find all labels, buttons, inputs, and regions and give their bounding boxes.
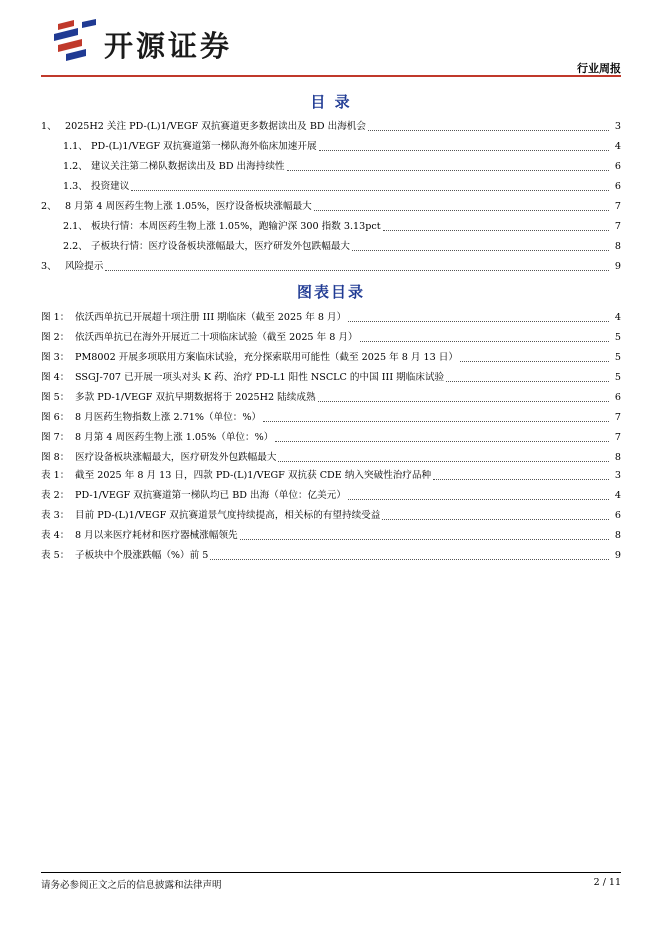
header-divider: [41, 75, 621, 77]
dot-leader: [275, 440, 609, 442]
page-indicator: 2 / 11: [593, 877, 621, 888]
figure-entry-title[interactable]: 8 月第 4 周医药生物上涨 1.05%（单位：%）: [75, 432, 274, 443]
page-header: [0, 0, 662, 80]
toc-entry-title[interactable]: 8 月第 4 周医药生物上涨 1.05%，医疗设备板块涨幅最大: [65, 201, 312, 212]
toc-entry-page[interactable]: 3: [614, 121, 621, 132]
figure-entry-title[interactable]: 多款 PD-1/VEGF 双抗早期数据将于 2025H2 陆续成熟: [75, 392, 316, 403]
toc-entry-page[interactable]: 8: [614, 241, 621, 252]
toc-entry[interactable]: [41, 197, 621, 217]
table-entry-number: 表 4：: [41, 530, 70, 541]
toc-entry-page[interactable]: 6: [614, 181, 621, 192]
table-entry-page[interactable]: 8: [614, 530, 621, 541]
table-entry-number: 表 5：: [41, 550, 70, 561]
dot-leader: [352, 249, 609, 251]
figure-entry-title[interactable]: 医疗设备板块涨幅最大，医疗研发外包跌幅最大: [75, 452, 277, 463]
toc-entry-number: 2.2、: [63, 241, 88, 252]
figure-entry[interactable]: [41, 348, 621, 368]
figure-entry-title[interactable]: 依沃西单抗已开展超十项注册 III 期临床（截至 2025 年 8 月）: [75, 312, 347, 323]
toc-entry-page[interactable]: 6: [614, 161, 621, 172]
table-entry-number: 表 2：: [41, 490, 70, 501]
dot-leader: [382, 518, 609, 520]
toc-entry-page[interactable]: 9: [614, 261, 621, 272]
toc-entry-number: 1.3、: [63, 181, 88, 192]
figure-entry-title[interactable]: 依沃西单抗已在海外开展近二十项临床试验（截至 2025 年 8 月）: [75, 332, 358, 343]
toc-entry-title[interactable]: 建议关注第二梯队数据读出及 BD 出海持续性: [91, 161, 285, 172]
figure-entry[interactable]: [41, 328, 621, 348]
table-entry-title[interactable]: 截至 2025 年 8 月 13 日，四款 PD-(L)1/VEGF 双抗获 CDE 纳入突破性治疗品种: [75, 470, 432, 481]
figure-entry[interactable]: [41, 448, 621, 468]
brand-name: 开源证券: [104, 29, 233, 63]
table-entry-page[interactable]: 6: [614, 510, 621, 521]
dot-leader: [278, 460, 609, 462]
figure-entry-number: 图 5：: [41, 392, 70, 403]
table-entry-number: 表 3：: [41, 510, 70, 521]
table-entry[interactable]: [41, 486, 621, 506]
dot-leader: [460, 360, 609, 362]
dot-leader: [287, 169, 609, 171]
figure-entry-number: 图 2：: [41, 332, 70, 343]
figure-entry[interactable]: [41, 428, 621, 448]
figure-entry-number: 图 7：: [41, 432, 70, 443]
toc-entry-number: 1、: [41, 121, 57, 132]
figure-entry-page[interactable]: 7: [614, 412, 621, 423]
table-entry-title[interactable]: 8 月以来医疗耗材和医疗器械涨幅领先: [75, 530, 238, 541]
figure-entry-page[interactable]: 4: [614, 312, 621, 323]
toc-entry-title[interactable]: PD-(L)1/VEGF 双抗赛道第一梯队海外临床加速开展: [91, 141, 317, 152]
dot-leader: [348, 498, 609, 500]
figure-entry-page[interactable]: 6: [614, 392, 621, 403]
toc-entry[interactable]: [41, 257, 621, 277]
toc-entry-title[interactable]: 2025H2 关注 PD-(L)1/VEGF 双抗赛道更多数据读出及 BD 出海机会: [65, 121, 366, 132]
dot-leader: [263, 420, 609, 422]
dot-leader: [446, 380, 609, 382]
toc-entry-number: 1.1、: [63, 141, 88, 152]
figure-entry-number: 图 8：: [41, 452, 70, 463]
figure-entry[interactable]: [41, 388, 621, 408]
kaiyuan-logo-icon: [52, 18, 98, 62]
toc-list: [41, 117, 621, 277]
figures-toc-list: [41, 308, 621, 468]
table-entry[interactable]: [41, 526, 621, 546]
dot-leader: [314, 209, 609, 211]
dot-leader: [131, 189, 609, 191]
figure-entry-title[interactable]: PM8002 开展多项联用方案临床试验，充分探索联用可能性（截至 2025 年 8 月 13 日）: [75, 352, 458, 363]
figure-entry-page[interactable]: 5: [614, 332, 621, 343]
figure-entry-page[interactable]: 5: [614, 352, 621, 363]
toc-entry-title[interactable]: 投资建议: [91, 181, 130, 192]
figure-entry[interactable]: [41, 368, 621, 388]
dot-leader: [360, 340, 609, 342]
figure-entry-number: 图 4：: [41, 372, 70, 383]
figure-entry-page[interactable]: 8: [614, 452, 621, 463]
dot-leader: [240, 538, 609, 540]
toc-entry-title[interactable]: 子板块行情：医疗设备板块涨幅最大，医疗研发外包跌幅最大: [91, 241, 351, 252]
toc-entry-number: 3、: [41, 261, 57, 272]
figure-entry-page[interactable]: 5: [614, 372, 621, 383]
figure-entry-number: 图 6：: [41, 412, 70, 423]
table-entry-title[interactable]: PD-1/VEGF 双抗赛道第一梯队均已 BD 出海（单位：亿美元）: [75, 490, 346, 501]
dot-leader: [433, 478, 609, 480]
table-entry-page[interactable]: 4: [614, 490, 621, 501]
toc-entry-page[interactable]: 7: [614, 201, 621, 212]
table-entry-number: 表 1：: [41, 470, 70, 481]
table-entry[interactable]: [41, 466, 621, 486]
toc-entry-page[interactable]: 4: [614, 141, 621, 152]
table-entry-page[interactable]: 9: [614, 550, 621, 561]
toc-entry-title[interactable]: 板块行情：本周医药生物上涨 1.05%，跑输沪深 300 指数 3.13pct: [91, 221, 381, 232]
figure-entry-number: 图 1：: [41, 312, 70, 323]
toc-entry[interactable]: [41, 117, 621, 137]
toc-entry-page[interactable]: 7: [614, 221, 621, 232]
table-entry-title[interactable]: 目前 PD-(L)1/VEGF 双抗赛道景气度持续提高，相关标的有望持续受益: [75, 510, 381, 521]
dot-leader: [105, 269, 609, 271]
figure-entry-page[interactable]: 7: [614, 432, 621, 443]
dot-leader: [348, 320, 609, 322]
table-entry[interactable]: [41, 506, 621, 526]
footer-disclaimer: 请务必参阅正文之后的信息披露和法律声明: [41, 880, 222, 891]
figure-entry-number: 图 3：: [41, 352, 70, 363]
dot-leader: [383, 229, 609, 231]
company-logo: [52, 18, 252, 62]
table-entry-page[interactable]: 3: [614, 470, 621, 481]
toc-entry-number: 1.2、: [63, 161, 88, 172]
report-type-label: 行业周报: [577, 62, 621, 75]
toc-entry-number: 2.1、: [63, 221, 88, 232]
toc-entry[interactable]: [41, 137, 621, 157]
dot-leader: [319, 149, 609, 151]
toc-entry[interactable]: [41, 217, 621, 237]
table-entry-title[interactable]: 子板块中个股涨跌幅（%）前 5: [75, 550, 209, 561]
dot-leader: [210, 558, 609, 560]
toc-entry[interactable]: [41, 157, 621, 177]
table-entry[interactable]: [41, 546, 621, 566]
tables-toc-list: [41, 466, 621, 566]
figures-toc-title: 图表目录: [296, 283, 365, 301]
toc-entry-number: 2、: [41, 201, 57, 212]
toc-entry-title[interactable]: 风险提示: [65, 261, 104, 272]
toc-entry[interactable]: [41, 177, 621, 197]
figure-entry[interactable]: [41, 308, 621, 328]
toc-title: 目 录: [310, 93, 352, 111]
figure-entry[interactable]: [41, 408, 621, 428]
dot-leader: [368, 129, 609, 131]
figure-entry-title[interactable]: 8 月医药生物指数上涨 2.71%（单位：%）: [75, 412, 262, 423]
dot-leader: [318, 400, 609, 402]
figure-entry-title[interactable]: SSGJ-707 已开展一项头对头 K 药、治疗 PD-L1 阳性 NSCLC 的中国 III 期临床试验: [75, 372, 445, 383]
footer-divider: [41, 872, 621, 873]
toc-entry[interactable]: [41, 237, 621, 257]
